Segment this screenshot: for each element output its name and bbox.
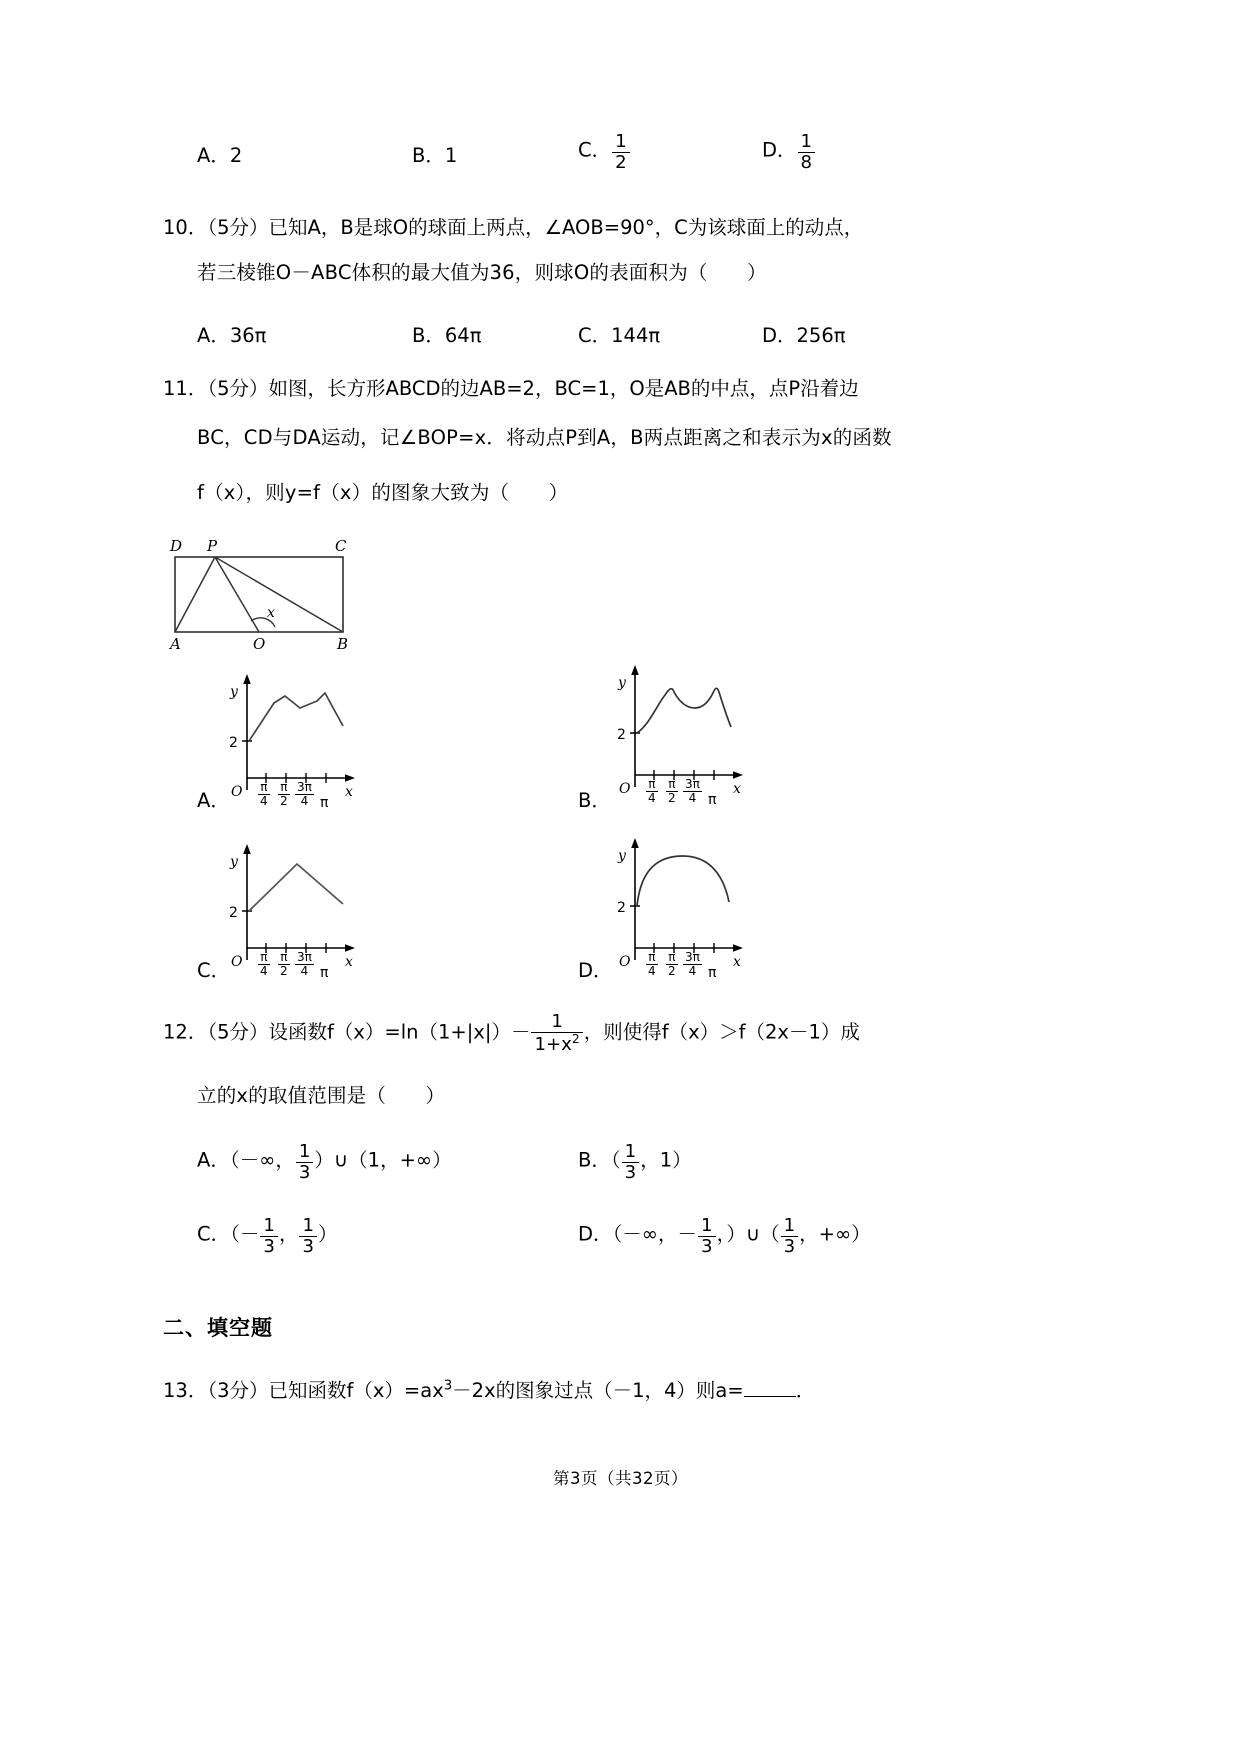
q12-option-a-pre: （－∞， xyxy=(229,1148,295,1172)
q11-number-text: 11． xyxy=(163,377,208,400)
svg-text:O: O xyxy=(619,781,631,795)
tick-fraction xyxy=(278,951,290,977)
q13-exponent: 3 xyxy=(443,1378,453,1394)
q10-option-b-text: 64π xyxy=(444,324,482,347)
q9-option-c-fraction xyxy=(612,132,630,172)
tick-den: 4 xyxy=(683,964,702,978)
tick-fraction xyxy=(258,781,270,807)
q12-option-c-label: C． xyxy=(197,1222,231,1246)
q12-option-d-label: D． xyxy=(578,1222,613,1246)
q9-option-c[interactable] xyxy=(578,132,631,172)
q11-option-a-label[interactable]: A． xyxy=(197,789,230,812)
tick-num: 3π xyxy=(297,950,312,964)
svg-text:x: x xyxy=(345,954,353,968)
q9-option-b[interactable] xyxy=(412,140,457,168)
tick-num: 3π xyxy=(297,780,312,794)
fraction-numerator: 1 xyxy=(298,1141,311,1162)
q9-option-b-label: B． xyxy=(412,144,445,167)
svg-text:B: B xyxy=(337,635,349,653)
svg-text:y: y xyxy=(618,675,626,691)
q13-stem-pre: 已知函数f（x）=ax xyxy=(268,1379,444,1402)
tick-den: 4 xyxy=(295,964,314,978)
q9-option-d-label: D． xyxy=(762,138,797,162)
q11-stem-line3: f（x），则y=f（x）的图象大致为（ ） xyxy=(197,481,569,504)
q11-graph-c-tick-4: π xyxy=(320,965,329,981)
q12-option-b-fraction xyxy=(622,1142,640,1182)
q10-score: （5分） xyxy=(207,216,269,239)
q12-option-b[interactable] xyxy=(578,1142,692,1182)
svg-text:2: 2 xyxy=(229,735,238,751)
q12-option-d-post: ，+∞） xyxy=(799,1222,871,1246)
q11-score: （5分） xyxy=(207,377,269,400)
fraction-denominator: 3 xyxy=(260,1236,278,1257)
q11-stem-line2: BC，CD与DA运动，记∠BOP=x．将动点P到A，B两点距离之和表示为x的函数 xyxy=(197,426,892,449)
rectangle-abcd-figure xyxy=(163,525,363,659)
q12-option-b-label: B． xyxy=(578,1148,611,1172)
svg-text:D: D xyxy=(170,537,183,555)
q11-graph-a[interactable] xyxy=(225,668,365,811)
tick-den: 4 xyxy=(683,791,702,805)
q11-graph-a-tick-4: π xyxy=(320,795,329,811)
q9-option-b-value: 1 xyxy=(444,144,458,167)
q11-graph-a-svg xyxy=(225,668,365,798)
q12-option-a-label: A． xyxy=(197,1148,230,1172)
fraction-denominator: 3 xyxy=(698,1236,716,1257)
tick-fraction xyxy=(666,951,678,977)
q11-graph-d-tick-1 xyxy=(645,951,659,977)
q10-option-c[interactable] xyxy=(578,320,660,348)
q12-option-b-mid: ，1） xyxy=(640,1148,692,1172)
tick-den: 2 xyxy=(280,963,288,978)
fraction-denominator: 2 xyxy=(612,152,630,173)
svg-text:C: C xyxy=(335,537,347,555)
q12-option-b-pre: （ xyxy=(610,1148,621,1172)
tick-fraction xyxy=(666,778,678,804)
q11-option-b-label[interactable]: B． xyxy=(578,789,611,812)
svg-text:y: y xyxy=(230,854,238,870)
svg-text:y: y xyxy=(230,684,238,700)
svg-text:x: x xyxy=(345,784,353,798)
q11-graph-b-tick-2 xyxy=(665,778,679,804)
tick-den: 4 xyxy=(648,963,656,978)
fraction-numerator: 1 xyxy=(701,1215,713,1236)
tick-fraction xyxy=(258,951,270,977)
svg-text:O: O xyxy=(231,954,243,968)
q12-number-text: 12． xyxy=(163,1020,208,1044)
svg-text:2: 2 xyxy=(617,900,626,916)
tick-den: 4 xyxy=(260,963,268,978)
tick-num: π xyxy=(280,780,288,794)
q12-option-c-mid: ， xyxy=(278,1222,299,1246)
tick-fraction xyxy=(646,778,658,804)
tick-den: 4 xyxy=(295,794,314,808)
q12-option-c-fraction-2 xyxy=(299,1216,317,1256)
fraction-denominator: 3 xyxy=(296,1162,314,1183)
q11-graph-d[interactable] xyxy=(613,828,753,981)
question-13-number xyxy=(163,1375,815,1403)
tick-fraction xyxy=(295,781,314,807)
tick-fraction xyxy=(278,781,290,807)
q10-option-a-text: 36π xyxy=(229,324,267,347)
tick-den: 4 xyxy=(648,790,656,805)
q11-stem-line1: 如图，长方形ABCD的边AB=2，BC=1，O是AB的中点，点P沿着边 xyxy=(268,377,859,400)
tick-den: 2 xyxy=(668,790,676,805)
svg-text:A: A xyxy=(170,635,181,653)
tick-num: π xyxy=(260,780,268,794)
q11-graph-a-tick-1 xyxy=(257,781,271,807)
q12-stem-part-a: 设函数f（x）=ln（1+|x|）－ xyxy=(268,1020,531,1044)
q12-option-d[interactable] xyxy=(578,1216,871,1256)
q12-option-a-mid: ）∪（1，+∞） xyxy=(314,1148,452,1172)
question-11-number xyxy=(163,373,859,401)
q10-stem-line2: 若三棱锥O－ABC体积的最大值为36，则球O的表面积为（ ） xyxy=(197,261,767,284)
q12-fraction xyxy=(531,1012,582,1054)
q10-option-b-label: B． xyxy=(412,324,445,347)
q11-graph-d-tick-2 xyxy=(665,951,679,977)
tick-fraction xyxy=(683,951,702,977)
q13-stem-mid: －2x的图象过点（－1，4）则a= xyxy=(452,1379,744,1402)
q13-score: （3分） xyxy=(207,1379,269,1402)
q11-graph-c-tick-3 xyxy=(294,951,315,977)
svg-text:x: x xyxy=(267,605,275,621)
tick-fraction xyxy=(683,778,702,804)
q9-option-d[interactable] xyxy=(762,132,816,172)
q12-score: （5分） xyxy=(207,1020,269,1044)
fraction-denominator: 8 xyxy=(798,152,816,173)
svg-text:O: O xyxy=(619,954,631,968)
q9-option-a-label: A． xyxy=(197,144,230,167)
page-footer xyxy=(0,1465,1241,1489)
q11-graph-b-tick-3 xyxy=(682,778,703,804)
q12-option-c-pre: （－ xyxy=(230,1222,260,1246)
q11-graph-c-tick-2 xyxy=(277,951,291,977)
q9-option-a-value: 2 xyxy=(229,144,243,167)
fraction-numerator: 1 xyxy=(551,1011,563,1032)
q10-option-c-text: 144π xyxy=(611,324,661,347)
page-footer-text: 第3页（共32页） xyxy=(553,1469,688,1488)
q11-graph-c-tick-1 xyxy=(257,951,271,977)
q12-option-d-mid: ，）∪（ xyxy=(716,1222,780,1246)
fraction-denominator xyxy=(531,1032,582,1055)
tick-fraction xyxy=(295,951,314,977)
q12-option-c-post: ） xyxy=(318,1222,338,1246)
q10-stem-line1: 已知A，B是球O的球面上两点，∠AOB=90°，C为该球面上的动点， xyxy=(268,216,864,239)
q9-option-d-fraction xyxy=(798,132,816,172)
q10-option-d[interactable] xyxy=(762,320,845,348)
tick-num: 3π xyxy=(685,950,700,964)
svg-text:O: O xyxy=(253,635,266,653)
q11-graph-d-tick-3 xyxy=(682,951,703,977)
q11-graph-c-svg xyxy=(225,838,365,968)
tick-num: π xyxy=(260,950,268,964)
rectangle-abcd-svg xyxy=(163,525,363,655)
svg-text:O: O xyxy=(231,784,243,798)
tick-num: π xyxy=(668,950,676,964)
svg-text:2: 2 xyxy=(617,727,626,743)
q11-graph-c[interactable] xyxy=(225,838,365,981)
q10-option-b[interactable] xyxy=(412,320,481,348)
q10-option-c-label: C． xyxy=(578,324,612,347)
q11-graph-b[interactable] xyxy=(613,655,753,808)
q11-option-d-label[interactable]: D． xyxy=(578,959,613,982)
svg-text:x: x xyxy=(733,954,741,968)
section-two-heading: 二、填空题 xyxy=(163,1316,273,1340)
q11-graph-b-tick-4: π xyxy=(708,792,717,808)
q9-option-c-label: C． xyxy=(578,138,612,162)
tick-fraction xyxy=(646,951,658,977)
q11-graph-d-svg xyxy=(613,828,753,968)
question-10-number xyxy=(163,212,863,240)
fraction-numerator: 1 xyxy=(302,1215,314,1236)
tick-den: 4 xyxy=(260,793,268,808)
q10-option-d-label: D． xyxy=(762,324,797,347)
tick-den: 2 xyxy=(668,963,676,978)
q12-option-d-fraction-1 xyxy=(698,1216,716,1256)
q10-option-a-label: A． xyxy=(197,324,230,347)
q13-stem-post: ． xyxy=(795,1379,816,1402)
denominator-exponent: 2 xyxy=(571,1031,580,1046)
tick-num: π xyxy=(648,950,656,964)
q12-option-a[interactable] xyxy=(197,1142,452,1182)
fraction-numerator: 1 xyxy=(624,1141,637,1162)
fraction-denominator: 3 xyxy=(781,1236,799,1257)
q11-graph-a-tick-3 xyxy=(294,781,315,807)
q12-stem-line2: 立的x的取值范围是（ ） xyxy=(197,1084,446,1107)
q11-graph-b-svg xyxy=(613,655,753,795)
fraction-numerator: 1 xyxy=(783,1215,796,1236)
question-12-number xyxy=(163,1012,860,1054)
fraction-denominator: 3 xyxy=(622,1162,640,1183)
q12-option-d-pre: （－∞，－ xyxy=(612,1222,698,1246)
fraction-numerator: 1 xyxy=(615,131,627,152)
q11-graph-a-tick-2 xyxy=(277,781,291,807)
svg-text:2: 2 xyxy=(229,905,238,921)
q11-graph-b-tick-1 xyxy=(645,778,659,804)
fraction-numerator: 1 xyxy=(800,131,813,152)
q10-option-a[interactable] xyxy=(197,320,266,348)
q9-option-a[interactable] xyxy=(197,140,242,168)
denominator-base: 1+x xyxy=(534,1033,572,1055)
q12-option-a-fraction xyxy=(296,1142,314,1182)
q13-number-text: 13． xyxy=(163,1379,208,1402)
tick-num: π xyxy=(668,777,676,791)
svg-text:P: P xyxy=(207,537,218,555)
q12-option-d-fraction-2 xyxy=(781,1216,799,1256)
q10-option-d-text: 256π xyxy=(796,324,846,347)
q10-number-text: 10． xyxy=(163,216,208,239)
q11-graph-d-tick-4: π xyxy=(708,965,717,981)
tick-num: 3π xyxy=(685,777,700,791)
q11-option-c-label[interactable]: C． xyxy=(197,959,231,982)
svg-text:x: x xyxy=(733,781,741,795)
fraction-numerator: 1 xyxy=(263,1215,275,1236)
svg-text:y: y xyxy=(618,848,626,864)
q12-option-c-fraction-1 xyxy=(260,1216,278,1256)
q12-option-c[interactable] xyxy=(197,1216,338,1256)
q12-stem-part-b: ，则使得f（x）＞f（2x－1）成 xyxy=(583,1020,860,1044)
fraction-denominator: 3 xyxy=(299,1236,317,1257)
tick-den: 2 xyxy=(280,793,288,808)
tick-num: π xyxy=(280,950,288,964)
q13-answer-blank[interactable] xyxy=(744,1396,796,1397)
tick-num: π xyxy=(648,777,656,791)
